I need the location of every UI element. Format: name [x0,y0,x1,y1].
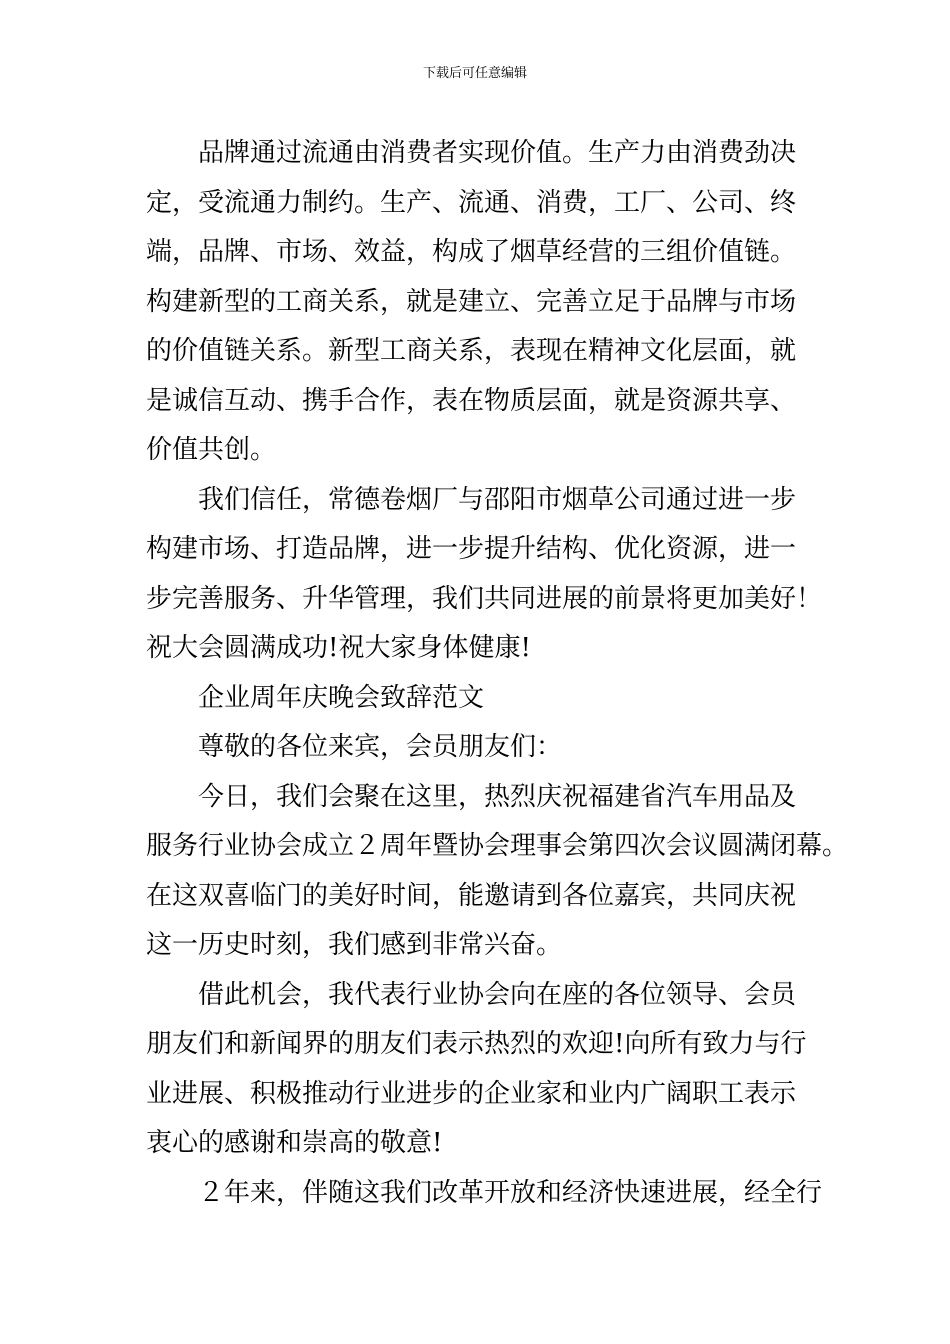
text-line: 尊敬的各位来宾，会员朋友们： [198,732,563,762]
paragraph [146,476,823,674]
text-line: 衷心的感谢和崇高的敬意! [146,1128,443,1158]
text-line: 我们信任，常德卷烟厂与邵阳市烟草公司通过进一步 [198,484,797,515]
paragraph [146,1169,823,1219]
text-line: 服务行业协会成立２周年暨协会理事会第四次会议圆满闭幕。 [146,831,849,861]
text-line: 构建市场、打造品牌，进一步提升结构、优化资源，进一 [146,534,797,564]
page-header: 下载后可任意编辑 [422,66,527,81]
text-line: 端，品牌、市场、效益，构成了烟草经营的三组价值链。 [146,237,797,267]
text-line: 定，受流通力制约。生产、流通、消费，工厂、公司、终 [146,187,797,218]
text-line: 这一历史时刻，我们感到非常兴奋。 [146,930,563,960]
paragraph [146,129,818,476]
text-line: 在这双喜临门的美好时间，能邀请到各位嘉宾，共同庆祝 [146,880,797,911]
paragraph [146,773,849,971]
text-line: 朋友们和新闻界的朋友们表示热烈的欢迎!向所有致力与行 [146,1029,807,1059]
document-body [146,129,849,1218]
text-line: 是诚信互动、携手合作，表在物质层面，就是资源共享、 [146,385,797,416]
text-line: 的价值链关系。新型工商关系，表现在精神文化层面，就 [146,336,797,366]
paragraph [146,971,818,1169]
text-line: 构建新型的工商关系，就是建立、完善立足于品牌与市场 [146,286,797,317]
text-line: 品牌通过流通由消费者实现价值。生产力由消费劲决 [198,138,797,168]
text-line: 步完善服务、升华管理，我们共同进展的前景将更加美好！ [146,583,823,614]
text-line: 业进展、积极推动行业进步的企业家和业内广阔职工表示 [146,1078,797,1109]
text-line: 借此机会，我代表行业协会向在座的各位领导、会员 [198,979,797,1010]
text-line: 今日，我们会聚在这里，热烈庆祝福建省汽车用品及 [198,781,797,812]
text-line: 祝大会圆满成功!祝大家身体健康! [146,633,531,663]
text-line: ２年来，伴随这我们改革开放和经济快速进展，经全行 [198,1177,823,1208]
paragraph [146,723,818,773]
text-line: 价值共创。 [146,435,277,465]
text-line: 企业周年庆晚会致辞范文 [198,682,485,713]
paragraph [146,674,818,724]
